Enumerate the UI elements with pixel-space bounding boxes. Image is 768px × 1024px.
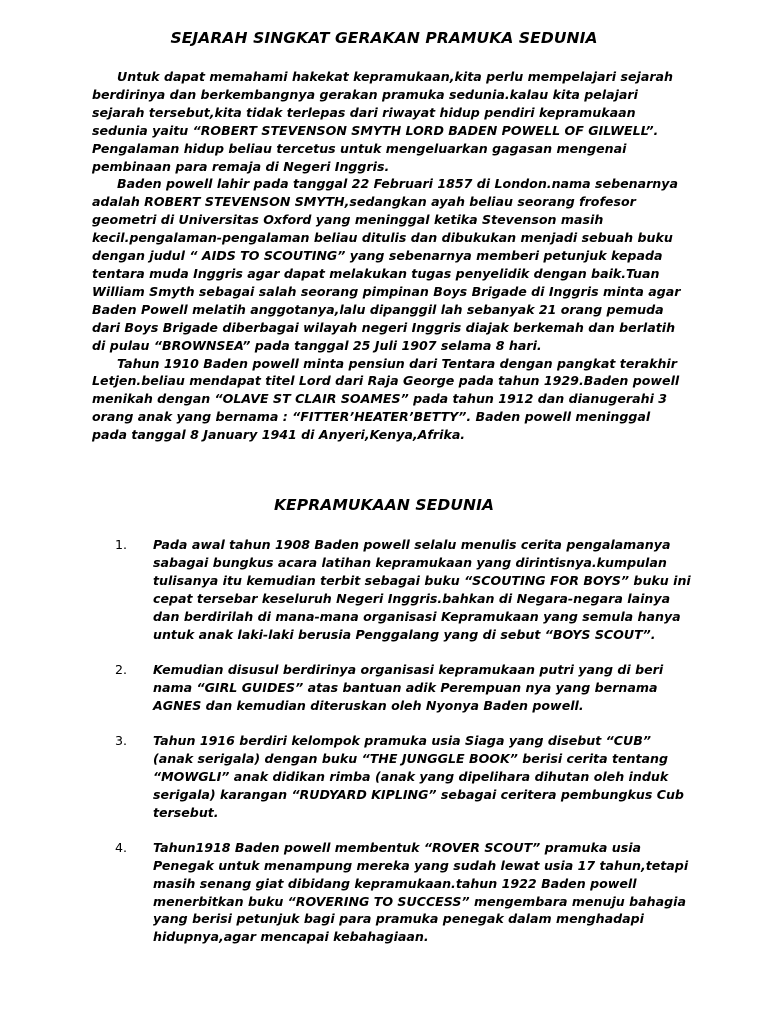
list-number: 3. [115,732,128,748]
list-text: Tahun1918 Baden powell membentuk “ROVER SCOUT” pramuka usia Penegak untuk menampung mereka yang sudah lewat usia 17 tahun,tetapi masih senang giat dibidang kepramukaan.tahun 1922 Baden powell menerbitkan buku “ROVERING TO SUCCESS” mengembara menuju bahagia yang berisi petunjuk bagi para pramuka penegak dalam menghadapi hidupnya,agar mencapai kebahagiaan. [153,839,689,945]
intro-section [92,68,682,444]
list-item [92,732,692,822]
list-number: 4. [115,839,128,855]
list-text: Kemudian disusul berdirinya organisasi kepramukaan putri yang di beri nama “GIRL GUIDES” atas bantuan adik Perempuan nya yang bernama AGNES dan kemudian diteruskan oleh Nyonya Baden powell. [153,661,664,713]
list-number: 2. [115,661,128,677]
paragraph-2: Baden powell lahir pada tanggal 22 Februari 1857 di London.nama sebenarnya adalah ROBERT STEVENSON SMYTH,sedangkan ayah beliau seorang frofesor geometri di Universitas Oxford yang meninggal ketika Stevenson masih kecil.pengalaman-pengalaman beliau ditulis dan dibukukan menjadi sebuah buku dengan judul “ AIDS TO SCOUTING” yang sebenarnya memberi petunjuk kepada tentara muda Inggris agar dapat melakukan tugas penyelidik dengan baik.Tuan William Smyth sebagai salah seorang pimpinan Boys Brigade di Inggris minta agar Baden Powell melatih anggotanya,lalu dipanggil lah sebanyak 21 orang pemuda dari Boys Brigade diberbagai wilayah negeri Inggris diajak berkemah dan berlatih di pulau “BROWNSEA” pada tanggal 25 Juli 1907 selama 8 hari. [92,176,681,353]
paragraph-1: Untuk dapat memahami hakekat kepramukaan,kita perlu mempelajari sejarah berdirinya dan berkembangnya gerakan pramuka sedunia.kalau kita pelajari sejarah tersebut,kita tidak terlepas dari riwayat hidup pendiri kepramukaan sedunia yaitu “ROBERT STEVENSON SMYTH LORD BADEN POWELL OF GILWELL”. Pengalaman hidup beliau tercetus untuk mengeluarkan gagasan mengenai pembinaan para remaja di Negeri Inggris. [92,69,673,174]
list-item [92,661,692,715]
paragraph-3: Tahun 1910 Baden powell minta pensiun dari Tentara dengan pangkat terakhir Letjen.beliau mendapat titel Lord dari Raja George pada tahun 1929.Baden powell menikah dengan “OLAVE ST CLAIR SOAMES” pada tahun 1912 dan dianugerahi 3 orang anak yang bernama : “FITTER’HEATER’BETTY”. Baden powell meninggal pada tanggal 8 January 1941 di Anyeri,Kenya,Afrika. [92,355,680,443]
list-text: Pada awal tahun 1908 Baden powell selalu menulis cerita pengalamanya sabagai bungkus acara latihan kepramukaan yang dirintisnya.kumpulan tulisanya itu kemudian terbit sebagai buku “SCOUTING FOR BOYS” buku ini cepat tersebar keseluruh Negeri Inggris.bahkan di Negara-negara lainya dan berdirilah di mana-mana organisasi Kepramukaan yang semula hanya untuk anak laki-laki berusia Penggalang yang di sebut “BOYS SCOUT”. [153,537,691,642]
list-number: 1. [115,537,128,552]
section-title: KEPRAMUKAAN SEDUNIA [273,496,495,514]
list-item [92,536,692,643]
list-item [92,839,692,946]
document-title: SEJARAH SINGKAT GERAKAN PRAMUKA SEDUNIA [170,29,598,47]
history-list [92,536,692,964]
list-text: Tahun 1916 berdiri kelompok pramuka usia Siaga yang disebut “CUB” (anak serigala) dengan buku “THE JUNGGLE BOOK” berisi cerita tentang “MOWGLI” anak didikan rimba (anak yang dipelihara dihutan oleh induk serigala) karangan “RUDYARD KIPLING” sebagai ceritera pembungkus Cub tersebut. [153,732,684,820]
